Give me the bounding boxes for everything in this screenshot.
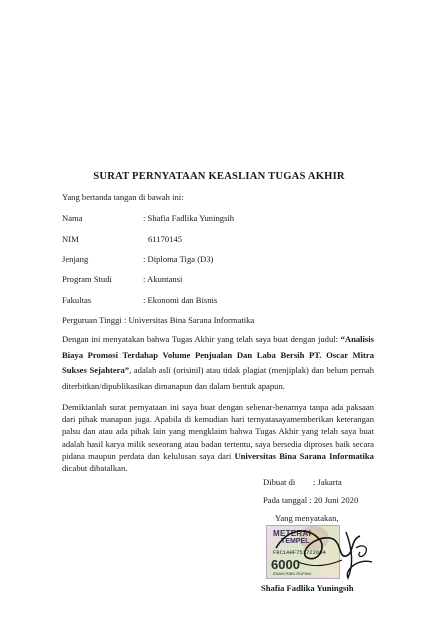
field-value-program-studi: : Akuntansi [143,274,183,284]
stamp-header: METERAI [273,529,312,538]
field-label-nama: Nama [62,213,83,223]
thesis-title: “Analisis Biaya Promosi Terdahap Volume Penjualan Dan Laba Bersih PT. Oscar Mitra Sukses Sejahtera” [62,334,374,375]
field-value-fakultas: : Ekonomi dan Bisnis [143,295,218,305]
declarant-name: Shafia Fadlika Yuningsih [261,583,354,593]
statement-pre: Dengan ini menyatakan bahwa Tugas Akhir yang telah saya buat dengan judul: [62,334,341,344]
closing-pre: Demikianlah surat pernyataan ini saya buat dengan sebenar-benarnya tanpa ada paksaan dari pihak manapun juga. Apabila di kemudian hari ternyatasayamemberikan keterangan palsu dan atau ada pihak lain yang mengklaim bahwa Tugas Akhir yang telah saya buat adalah hasil karya milik seseorang atau badan tertentu, saya bersedia diproses baik secara pidana maupun perdata dan kelulusan saya dari [62,402,374,461]
field-label-nim: NIM [62,234,79,244]
field-value-nim: 61170145 [148,234,183,244]
stamp-sub: TEMPEL [281,538,310,545]
closing-university: Universitas Bina Sarana Informatika [234,450,374,461]
place-label: Dibuat di [263,477,296,487]
statement-post: , adalah asli (orisinil) atau tidak plagiat (menjiplak) dan belum pernah diterbitkan/dipublikasikan dimanapun dan dalam bentuk apapun. [62,365,375,391]
closing-paragraph [62,401,374,474]
handwritten-signature [268,518,388,588]
closing-post: dicabut dibatalkan. [62,463,128,474]
date-line: Pada tanggal : 20 Juni 2020 [263,495,359,505]
field-label-program-studi: Program Studi [62,274,112,284]
field-label-jenjang: Jenjang [62,254,89,264]
stamp-amount: 6000 [271,557,300,572]
place-value: : Jakarta [313,477,342,487]
university-line: Perguruan Tinggi : Universitas Bina Sarana Informatika [62,315,255,325]
declarant-label: Yang menyatakan, [275,513,339,523]
field-value-nama: : Shafia Fadlika Yuningsih [143,213,235,223]
stamp-currency: ENAM RIBU RUPIAH [273,571,312,576]
field-label-fakultas: Fakultas [62,295,92,305]
intro-text: Yang bertanda tangan di bawah ini: [62,192,184,202]
document-title: SURAT PERNYATAAN KEASLIAN TUGAS AKHIR [93,171,345,182]
field-value-jenjang: : Diploma Tiga (D3) [143,254,214,264]
statement-paragraph [62,332,374,394]
stamp-code: F8C1AHF751722604 [273,549,326,556]
